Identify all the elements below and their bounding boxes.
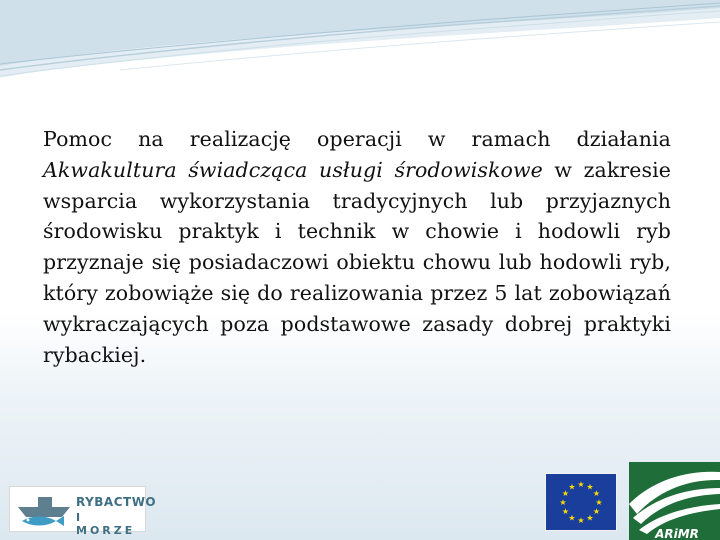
svg-text:★: ★ [568,482,576,492]
svg-text:★: ★ [559,498,567,507]
top-swoosh-decoration [0,0,720,110]
svg-text:★: ★ [586,482,594,492]
paragraph-part1: Pomoc na realizację operacji w ramach działania [43,127,671,151]
body-paragraph [43,124,671,370]
rybactwo-logo-line2: I MORZE [76,511,136,537]
rybactwo-logo [9,486,157,537]
svg-text:★: ★ [561,489,570,498]
svg-text:★: ★ [577,516,585,525]
eu-flag-icon [545,473,617,531]
svg-text:★: ★ [592,507,601,516]
svg-text:★: ★ [577,480,585,489]
svg-text:★: ★ [586,513,594,523]
paragraph-part2: w zakresie wsparcia wykorzystania tradycyjnych lub przyjaznych środowisku praktyk i technik w chowie i hodowli ryb przyznaje się posiadaczowi obiektu chowu lub hodowli ryb, który zobowiąże się do realizowania przez 5 lat zobowiązań wykraczających poza podstawowe zasady dobrej praktyki rybackiej. [43,157,671,367]
armir-logo-text: ARiMR [655,527,699,540]
svg-text:★: ★ [561,507,570,516]
armir-logo-icon [625,462,720,540]
rybactwo-logo-line1: RYBACTWO [76,495,157,509]
paragraph-italic: Akwakultura świadcząca usługi środowiskowe [43,157,543,182]
svg-text:★: ★ [592,489,601,498]
svg-text:★: ★ [595,498,603,507]
svg-text:★: ★ [568,513,576,523]
fish-boat-icon [16,493,72,527]
